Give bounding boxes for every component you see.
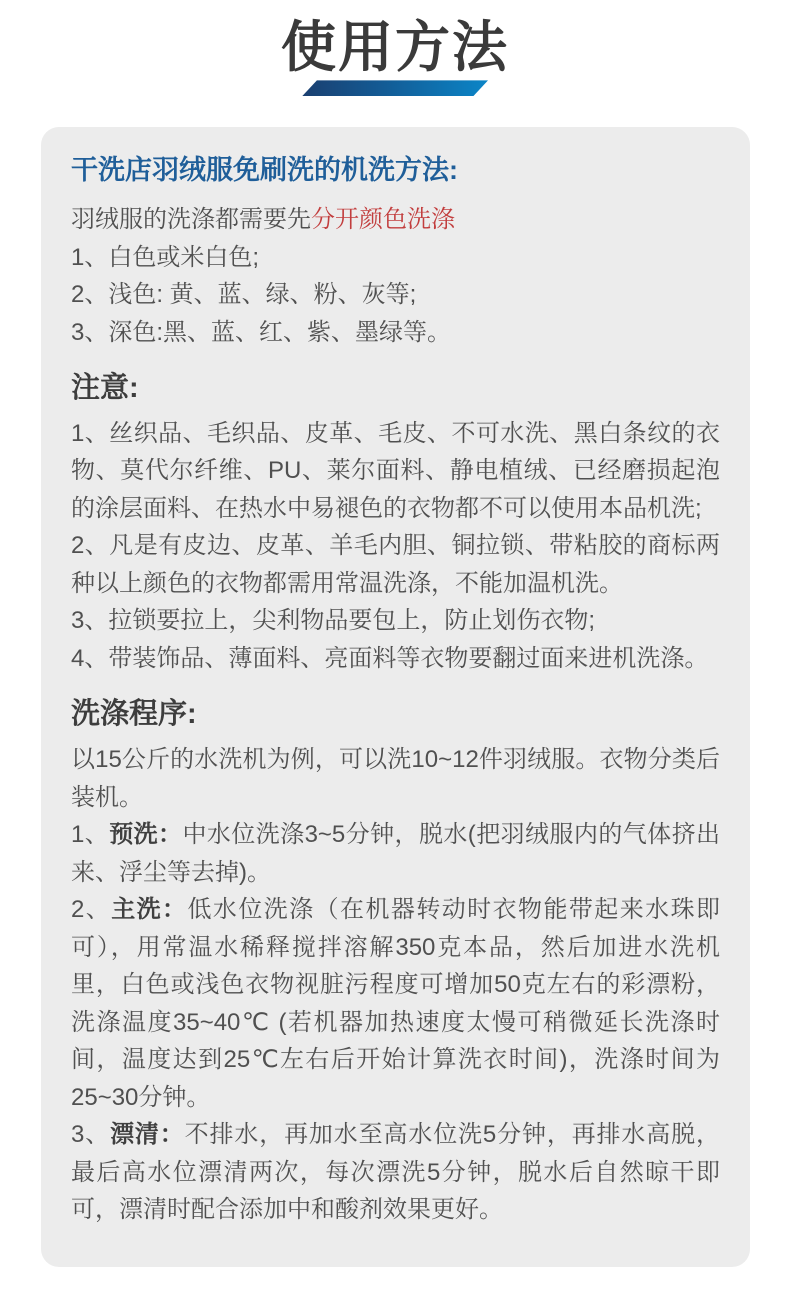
color-group-item-3: 3、深色:黑、蓝、红、紫、墨绿等。 — [71, 318, 452, 346]
step-text: 低水位洗涤（在机器转动时衣物能带起来水珠即可），用常温水稀释搅拌溶解350克本品，然后加进水洗机里，白色或浅色衣物视脏污程度可增加50克左右的彩漂粉，洗涤温度35~40℃ (若机器加热速度太慢可稍微延长洗涤时间，温度达到25℃左右后开始计算洗衣时间)，洗涤时间为25~30分钟。 — [71, 896, 720, 1111]
instructions-card — [41, 127, 750, 1266]
procedure-step-prewash — [71, 816, 720, 891]
color-group-item-2: 2、浅色: 黄、蓝、绿、粉、灰等; — [71, 281, 417, 309]
step-label: 漂清： — [110, 1121, 185, 1149]
step-text: 不排水，再加水至高水位洗5分钟，再排水高脱，最后高水位漂清两次，每次漂洗5分钟，脱水后自然晾干即可，漂清时配合添加中和酸剂效果更好。 — [71, 1121, 720, 1224]
procedure-intro: 以15公斤的水洗机为例，可以洗10~12件羽绒服。衣物分类后装机。 — [71, 746, 720, 811]
notice-item-2: 2、凡是有皮边、皮革、羊毛内胆、铜拉锁、带粘胶的商标两种以上颜色的衣物都需用常温洗涤，不能加温机洗。 — [71, 532, 720, 597]
step-text: 中水位洗涤3~5分钟，脱水(把羽绒服内的气体挤出来、浮尘等去掉)。 — [71, 821, 721, 886]
notice-item-3: 3、拉锁要拉上，尖利物品要包上，防止划伤衣物; — [71, 607, 596, 635]
procedure-step-mainwash — [71, 891, 720, 1116]
step-number: 1、 — [71, 821, 110, 849]
step-label: 主洗： — [111, 896, 188, 924]
title-underline-decoration — [302, 80, 488, 96]
intro-text: 羽绒服的洗涤都需要先 — [71, 206, 311, 234]
procedure-step-rinse — [71, 1116, 720, 1229]
step-number: 2、 — [71, 896, 112, 924]
notice-item-4: 4、带装饰品、薄面料、亮面料等衣物要翻过面来进机洗涤。 — [71, 644, 709, 672]
machine-wash-method-heading: 干洗店羽绒服免刷洗的机洗方法: — [71, 155, 458, 186]
notice-item-1: 1、丝织品、毛织品、皮革、毛皮、不可水洗、黑白条纹的衣物、莫代尔纤维、PU、莱尔面料、静电植绒、已经磨损起泡的涂层面料、在热水中易褪色的衣物都不可以使用本品机洗; — [71, 419, 720, 522]
intro-paragraph — [71, 201, 720, 239]
notice-heading: 注意: — [71, 372, 139, 405]
procedure-heading: 洗涤程序: — [71, 698, 197, 731]
step-label: 预洗： — [109, 821, 183, 849]
intro-highlight-text: 分开颜色洗涤 — [311, 206, 455, 234]
color-group-item-1: 1、白色或米白色; — [71, 243, 260, 271]
title-block — [0, 0, 790, 96]
step-number: 3、 — [71, 1121, 111, 1149]
page-title: 使用方法 — [280, 16, 509, 78]
